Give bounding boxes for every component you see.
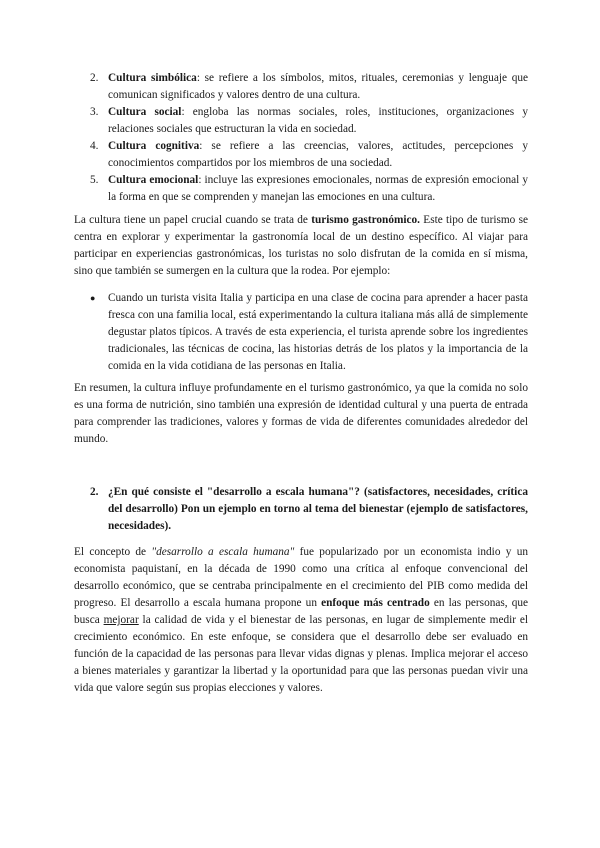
paragraph-text: La cultura tiene un papel crucial cuando se trata de: [74, 214, 312, 226]
list-item-cultura-cognitiva: [90, 138, 528, 172]
paragraph-text: fue popularizado por un economista indio y un economista paquistaní, en la década de 1990 como una crítica al enfoque convencional del desarrollo económico, que se centraba principalmente en el crecimiento del PIB como medida del progreso. El desarrollo a escala humana propone un: [74, 546, 529, 609]
question-text: ¿En qué consiste el "desarrollo a escala humana"? (satisfactores, necesidades, crítica del desarrollo) Pon un ejemplo en torno al tema del bienestar (ejemplo de satisfactores, necesidades).: [108, 486, 528, 532]
question-heading: [90, 484, 528, 535]
paragraph-text: El concepto de: [74, 546, 152, 558]
list-number: 3.: [90, 106, 99, 118]
list-term: Cultura simbólica: [108, 72, 197, 84]
paragraph-resumen: En resumen, la cultura influye profundamente en el turismo gastronómico, ya que la comida no solo es una forma de nutrición, sino también una expresión de identidad cultural y una puerta de entrada para comprender las tradiciones, valores y formas de vida de diferentes comunidades alrededor del mundo.: [74, 382, 528, 445]
list-text: : se refiere a las creencias, valores, actitudes, percepciones y conocimientos compartidos por los miembros de una sociedad.: [108, 140, 528, 169]
underlined-term: mejorar: [103, 614, 139, 626]
list-item-body: [108, 104, 528, 138]
list-item-cultura-emocional: [90, 172, 528, 206]
paragraph-text: la calidad de vida y el bienestar de las personas, en lugar de simplemente medir el crecimiento económico. En este enfoque, se considera que el desarrollo debe ser evaluado en función de la capacidad de las personas para llevar vidas dignas y plenas. Implica mejorar el acceso a bienes materiales y garantizar la libertad y la oportunidad para que las personas puedan vivir una vida que valore según sus propias elecciones y valores.: [74, 614, 529, 694]
bullet-text: Cuando un turista visita Italia y participa en una clase de cocina para aprender a hacer pasta fresca con una familia local, está experimentando la cultura italiana más allá de simplemente degustar platos típicos. A través de esta experiencia, el turista aprende sobre los ingredientes tradicionales, las técnicas de cocina, las historias detrás de los platos y la importancia de la comida en la vida cotidiana de las personas en Italia.: [108, 292, 528, 372]
list-item-cultura-simbolica: [90, 70, 528, 104]
list-term: Cultura cognitiva: [108, 140, 200, 152]
bold-term: enfoque más centrado: [321, 597, 430, 609]
question-number: 2.: [90, 486, 99, 498]
list-text: : se refiere a los símbolos, mitos, rituales, ceremonias y lenguaje que comunican significados y valores dentro de una cultura.: [108, 72, 528, 101]
list-item-cultura-social: [90, 104, 528, 138]
bullet-item-italia: [90, 290, 528, 375]
paragraph-turismo-gastronomico: [74, 212, 528, 280]
list-text: : incluye las expresiones emocionales, normas de expresión emocional y la forma en que se comprenden y manejan las emociones en una cultura.: [108, 174, 529, 203]
list-number: 2.: [90, 72, 99, 84]
list-item-body: [108, 70, 528, 104]
paragraph-text: en las personas, que busca: [74, 597, 529, 626]
paragraph-text: Este tipo de turismo se centra en explorar y experimentar la gastronomía local de un destino específico. Al viajar para participar en experiencias gastronómicas, los turistas no solo disfrutan de la comida en sí misma, sino que también se sumergen en la cultura que la rodea. Por ejemplo:: [74, 214, 528, 277]
list-term: Cultura social: [108, 106, 182, 118]
list-item-body: [108, 172, 528, 206]
list-item-body: [108, 138, 528, 172]
list-text: : engloba las normas sociales, roles, instituciones, organizaciones y relaciones sociales que estructuran la vida en sociedad.: [108, 106, 528, 135]
list-term: Cultura emocional: [108, 174, 199, 186]
list-number: 5.: [90, 174, 99, 186]
list-number: 4.: [90, 140, 99, 152]
bullet-icon: ●: [90, 293, 96, 303]
paragraph-desarrollo-escala-humana: [74, 544, 528, 697]
bold-term: turismo gastronómico.: [311, 214, 421, 226]
italic-term: "desarrollo a escala humana": [151, 546, 295, 558]
